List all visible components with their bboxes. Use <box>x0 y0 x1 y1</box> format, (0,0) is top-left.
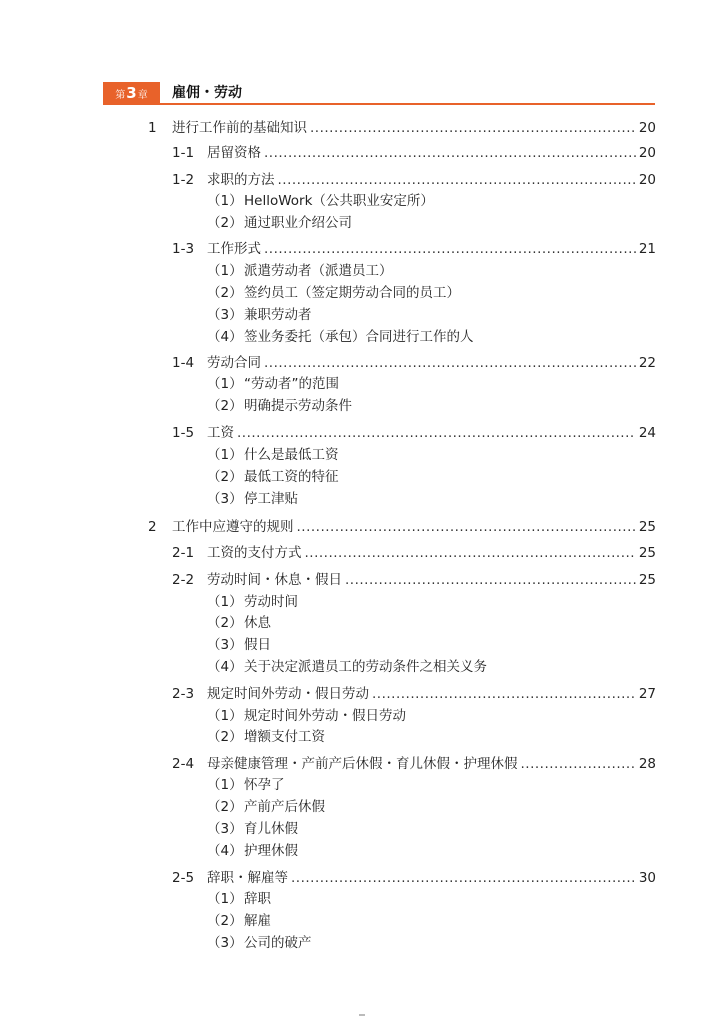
toc-page-number: 21 <box>638 241 656 257</box>
toc-number: （3） <box>207 821 243 837</box>
toc-number: （3） <box>207 491 243 507</box>
toc-leader-dots <box>278 169 636 191</box>
toc-label: 求职的方法 <box>207 172 275 188</box>
toc-page-number: 30 <box>638 870 656 886</box>
toc-page-number: 25 <box>638 545 656 561</box>
chapter-divider <box>103 103 655 105</box>
toc-leader-dots <box>310 117 636 139</box>
toc-entry <box>172 169 656 191</box>
toc-label: 进行工作前的基础知识 <box>172 120 307 136</box>
toc-label: 护理休假 <box>244 843 298 859</box>
toc-subitem <box>207 726 627 748</box>
toc-label: 工资 <box>207 425 234 441</box>
toc-entry <box>172 422 656 444</box>
toc-subitem <box>207 260 627 282</box>
toc-number: （4） <box>207 659 243 675</box>
chapter-tag <box>103 82 160 104</box>
toc-label: 工资的支付方式 <box>207 545 302 561</box>
toc-label: 明确提示劳动条件 <box>244 398 352 414</box>
toc-label: 派遣劳动者（派遣员工） <box>244 263 393 279</box>
toc-number: 1-4 <box>172 355 195 371</box>
toc-label: 劳动时间 <box>244 594 298 610</box>
toc-label: 签业务委托（承包）合同进行工作的人 <box>244 329 474 345</box>
toc-leader-dots <box>345 569 636 591</box>
toc-number: （2） <box>207 215 243 231</box>
toc-subitem <box>207 910 627 932</box>
toc-number: 1-1 <box>172 145 195 161</box>
toc-subitem <box>207 282 627 304</box>
toc-subitem <box>207 774 627 796</box>
toc-number: 2-2 <box>172 572 195 588</box>
toc-entry <box>172 352 656 374</box>
toc-label: 关于决定派遣员工的劳动条件之相关义务 <box>244 659 487 675</box>
chapter-tag-prefix: 第 <box>115 90 126 101</box>
toc-label: 休息 <box>244 615 271 631</box>
toc-number: 2-1 <box>172 545 195 561</box>
toc-number: （1） <box>207 193 243 209</box>
toc-number: （2） <box>207 729 243 745</box>
toc-number: （1） <box>207 376 243 392</box>
toc-subitem <box>207 612 627 634</box>
toc-section <box>148 516 656 538</box>
toc-label: 怀孕了 <box>244 777 285 793</box>
toc-subitem <box>207 932 627 954</box>
toc-subitem <box>207 212 627 234</box>
toc-leader-dots <box>297 516 636 538</box>
toc-number: （3） <box>207 307 243 323</box>
toc-page-number: 20 <box>638 145 656 161</box>
chapter-number: 3 <box>126 84 137 102</box>
toc-subitem <box>207 488 627 510</box>
toc-label: 解雇 <box>244 913 271 929</box>
toc-number: （3） <box>207 935 243 951</box>
toc-label: “劳动者”的范围 <box>244 376 339 392</box>
toc-number: （1） <box>207 594 243 610</box>
toc-label: 通过职业介绍公司 <box>244 215 352 231</box>
toc-subitem <box>207 656 627 678</box>
toc-page-number: 28 <box>638 756 656 772</box>
toc-subitem <box>207 796 627 818</box>
toc-subitem <box>207 373 627 395</box>
toc-leader-dots <box>372 683 636 705</box>
toc-leader-dots <box>264 352 636 374</box>
toc-entry <box>172 238 656 260</box>
toc-label: 规定时间外劳动・假日劳动 <box>207 686 369 702</box>
toc-leader-dots <box>264 238 636 260</box>
toc-subitem <box>207 395 627 417</box>
toc-subitem <box>207 840 627 862</box>
toc-label: 假日 <box>244 637 271 653</box>
toc-number: （2） <box>207 799 243 815</box>
toc-number: 1-5 <box>172 425 195 441</box>
toc-subitem <box>207 818 627 840</box>
toc-number: （1） <box>207 447 243 463</box>
toc-label: 增额支付工资 <box>244 729 325 745</box>
toc-label: 工作形式 <box>207 241 261 257</box>
toc-subitem <box>207 326 627 348</box>
toc-entry <box>172 867 656 889</box>
toc-number: 1-3 <box>172 241 195 257</box>
toc-subitem <box>207 591 627 613</box>
toc-label: 辞职・解雇等 <box>207 870 288 886</box>
toc-number: （2） <box>207 615 243 631</box>
toc-page-number: 24 <box>638 425 656 441</box>
toc-leader-dots <box>305 542 636 564</box>
toc-entry <box>172 753 656 775</box>
toc-number: （2） <box>207 285 243 301</box>
toc-number: 2 <box>148 519 157 535</box>
toc-label: 育儿休假 <box>244 821 298 837</box>
toc-label: 规定时间外劳动・假日劳动 <box>244 708 406 724</box>
toc-subitem <box>207 634 627 656</box>
toc-label: 签约员工（签定期劳动合同的员工） <box>244 285 460 301</box>
toc-page-number: 27 <box>638 686 656 702</box>
toc-label: 母亲健康管理・产前产后休假・育儿休假・护理休假 <box>207 756 518 772</box>
toc-label: 最低工资的特征 <box>244 469 339 485</box>
toc-number: （1） <box>207 777 243 793</box>
toc-section <box>148 117 656 139</box>
toc-leader-dots <box>521 753 636 775</box>
toc-number: （3） <box>207 637 243 653</box>
toc-entry <box>172 542 656 564</box>
toc-label: 公司的破产 <box>244 935 312 951</box>
chapter-tag-suffix: 章 <box>137 90 148 101</box>
footer-mark <box>359 1014 365 1016</box>
toc-label: HelloWork（公共职业安定所） <box>244 193 434 209</box>
toc-label: 兼职劳动者 <box>244 307 312 323</box>
toc-label: 劳动时间・休息・假日 <box>207 572 342 588</box>
toc-number: 1 <box>148 120 157 136</box>
toc-number: （4） <box>207 329 243 345</box>
toc-page-number: 25 <box>638 519 656 535</box>
toc-subitem <box>207 304 627 326</box>
toc-label: 产前产后休假 <box>244 799 325 815</box>
toc-number: （1） <box>207 891 243 907</box>
toc-label: 停工津贴 <box>244 491 298 507</box>
toc-number: （1） <box>207 263 243 279</box>
toc-number: 2-5 <box>172 870 195 886</box>
toc-label: 居留资格 <box>207 145 261 161</box>
toc-number: （2） <box>207 913 243 929</box>
toc-page-number: 20 <box>638 120 656 136</box>
toc-page-number: 20 <box>638 172 656 188</box>
toc-number: （4） <box>207 843 243 859</box>
toc-number: （1） <box>207 708 243 724</box>
toc-subitem <box>207 466 627 488</box>
toc-entry <box>172 569 656 591</box>
chapter-header <box>103 82 655 104</box>
toc-label: 工作中应遵守的规则 <box>172 519 294 535</box>
toc-subitem <box>207 705 627 727</box>
toc-label: 什么是最低工资 <box>244 447 339 463</box>
toc-number: 2-4 <box>172 756 195 772</box>
toc-page-number: 25 <box>638 572 656 588</box>
toc-page-number: 22 <box>638 355 656 371</box>
toc-entry <box>172 683 656 705</box>
toc-number: （2） <box>207 469 243 485</box>
toc-leader-dots <box>264 142 636 164</box>
toc-subitem <box>207 444 627 466</box>
toc-entry <box>172 142 656 164</box>
toc-label: 劳动合同 <box>207 355 261 371</box>
chapter-title: 雇佣・劳动 <box>172 85 242 101</box>
toc-subitem <box>207 190 627 212</box>
toc-number: （2） <box>207 398 243 414</box>
toc-label: 辞职 <box>244 891 271 907</box>
toc-leader-dots <box>291 867 636 889</box>
toc-number: 2-3 <box>172 686 195 702</box>
toc-subitem <box>207 888 627 910</box>
toc-number: 1-2 <box>172 172 195 188</box>
toc-leader-dots <box>237 422 636 444</box>
